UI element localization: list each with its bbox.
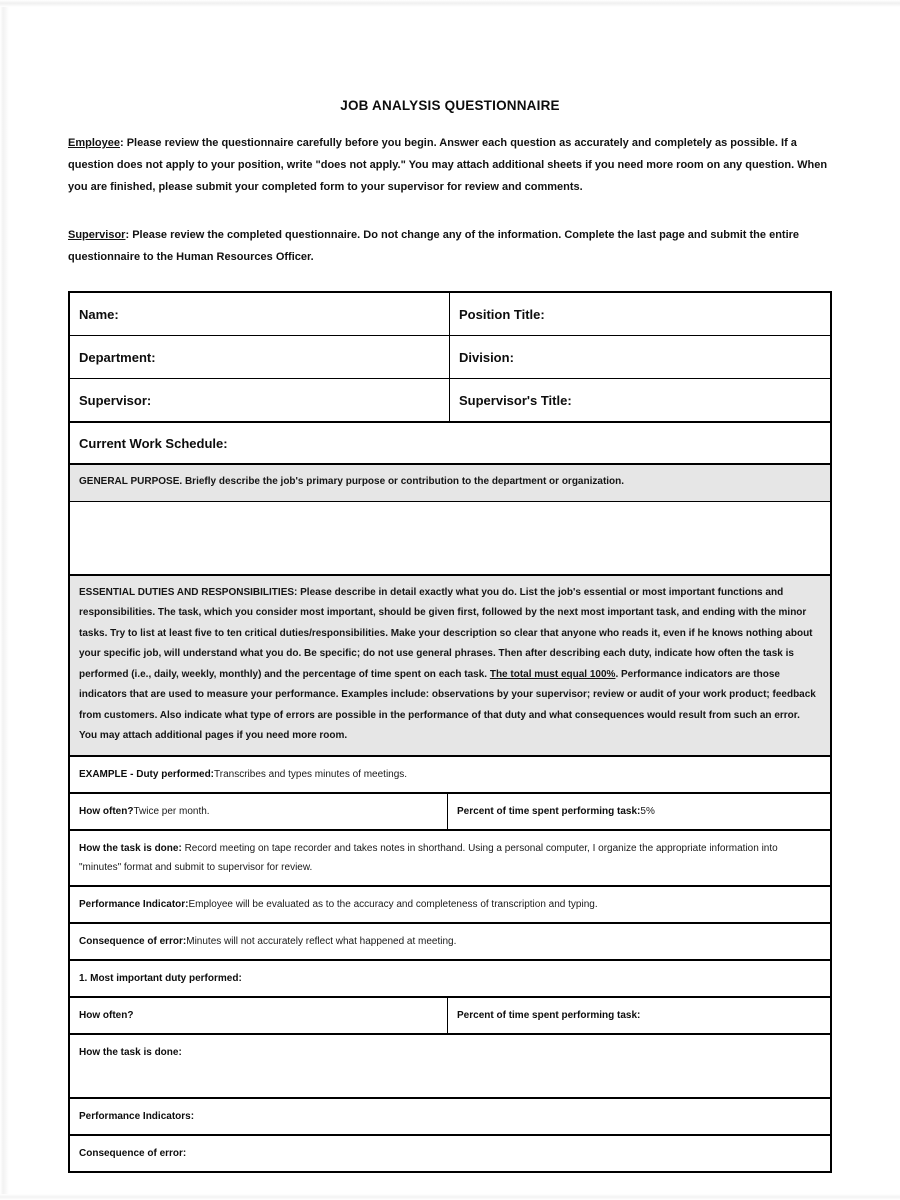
field-current-work-schedule[interactable] [70,423,830,463]
table-row-general-purpose-answer [70,502,830,576]
table-row-department [70,336,830,379]
general-purpose-answer-area[interactable] [70,502,830,574]
field-supervisor[interactable] [70,379,450,421]
field-department-label: Department: [79,349,156,365]
page-title: JOB ANALYSIS QUESTIONNAIRE [340,98,560,113]
essential-duties-paragraph [70,576,830,755]
table-row-duty-one-frequency [70,998,830,1035]
example-duty-performed [70,757,830,792]
general-purpose-heading-label: GENERAL PURPOSE. [79,476,183,487]
table-row-duty-one-how-done [70,1035,830,1099]
example-performance-indicator [70,887,830,922]
table-row-example-frequency [70,794,830,831]
example-consequence-of-error [70,924,830,959]
supervisor-instructions-label: Supervisor [68,229,126,241]
table-row-work-schedule [70,423,830,465]
example-how-often-value: Twice per month. [133,805,210,817]
table-row-supervisor [70,379,830,423]
duty-one-how-often-label: How often? [79,1009,134,1021]
duty-one-title[interactable] [70,961,830,996]
duty-one-how-often[interactable] [70,998,448,1033]
example-performance-indicator-label: Performance Indicator: [79,898,189,910]
general-purpose-heading [70,465,830,501]
table-row-example-how-done [70,831,830,887]
employee-instructions [68,132,832,198]
table-row-duty-one-title [70,961,830,998]
example-how-task-is-done-label: How the task is done: [79,842,182,854]
table-row-example-consequence [70,924,830,961]
duty-one-how-task-is-done-label: How the task is done: [79,1046,182,1058]
table-row-example-duty [70,757,830,794]
field-supervisor-label: Supervisor: [79,392,152,408]
example-percent-of-time [448,794,830,829]
field-department[interactable] [70,336,450,378]
field-name-label: Name: [79,306,119,322]
example-duty-performed-value: Transcribes and types minutes of meetings. [214,768,408,780]
duty-one-performance-indicators-label: Performance Indicators: [79,1110,195,1122]
example-consequence-of-error-label: Consequence of error: [79,935,187,947]
field-division-label: Division: [459,349,514,365]
page-edge-bottom [0,1194,900,1200]
field-position-title-label: Position Title: [459,306,545,322]
example-percent-of-time-value: 5% [640,805,655,817]
duty-one-percent-of-time-label: Percent of time spent performing task: [457,1009,641,1021]
page-edge-left [0,0,9,1200]
table-row-example-performance-indicator [70,887,830,924]
field-current-work-schedule-label: Current Work Schedule: [79,435,228,451]
field-division[interactable] [450,336,830,378]
field-supervisors-title-label: Supervisor's Title: [459,392,572,408]
duty-one-percent-of-time[interactable] [448,998,830,1033]
field-name[interactable] [70,293,450,335]
example-duty-performed-label: EXAMPLE - Duty performed: [79,768,215,780]
table-row-general-purpose-heading [70,465,830,502]
essential-duties-emphasis: The total must equal 100% [489,668,616,680]
duty-one-how-task-is-done[interactable] [70,1035,830,1097]
table-row-name [70,293,830,336]
essential-duties-text-part2: . Performance indicators are those indicators that are used to measure your performance. Examples include: observations by your supervisor; review or audit of your work product; feedback from customers. Also indicate what type of errors are possible in the performance of that duty and what consequences would result from such an error. You may attach additional pages if you need more room. [79,668,816,741]
table-row-duty-one-performance-indicators [70,1099,830,1136]
example-performance-indicator-value: Employee will be evaluated as to the accuracy and completeness of transcription and typing. [188,898,598,910]
essential-duties-heading: ESSENTIAL DUTIES AND RESPONSIBILITIES: [79,586,298,598]
example-how-task-is-done [70,831,830,885]
supervisor-instructions-text: : Please review the completed questionnaire. Do not change any of the information. Complete the last page and submit the entire questionnaire to the Human Resources Officer. [68,229,800,263]
table-row-duty-one-consequence [70,1136,830,1171]
field-position-title[interactable] [450,293,830,335]
employee-instructions-label: Employee [68,137,120,149]
example-consequence-of-error-value: Minutes will not accurately reflect what happened at meeting. [186,935,457,947]
duty-one-consequence-of-error[interactable] [70,1136,830,1171]
example-how-often-label: How often? [79,805,134,817]
duty-one-title-label: 1. Most important duty performed: [79,972,242,984]
duty-one-consequence-of-error-label: Consequence of error: [79,1147,187,1159]
duty-one-performance-indicators[interactable] [70,1099,830,1134]
job-analysis-form-table [68,291,832,1173]
employee-instructions-text: : Please review the questionnaire carefully before you begin. Answer each question as accurately and completely as possible. If a question does not apply to your position, write "does not apply." You may attach additional sheets if you need more room on any question. When you are finished, please submit your completed form to your supervisor for review and comments. [68,137,828,193]
field-supervisors-title[interactable] [450,379,830,421]
general-purpose-heading-text: Briefly describe the job's primary purpose or contribution to the department or organization. [182,476,625,487]
example-how-task-is-done-value: Record meeting on tape recorder and takes notes in shorthand. Using a personal computer, I organize the appropriate information into "minutes" format and submit to supervisor for review. [79,842,778,873]
essential-duties-text-part1: Please describe in detail exactly what you do. List the job's essential or most important functions and responsibilities. The task, which you consider most important, should be given first, followed by the next most important task, and ending with the minor tasks. Try to list at least five to ten critical duties/responsibilities. Make your description so clear that anyone who reads it, even if he knows nothing about your specific job, will understand what you do. Be specific; do not use general phrases. Then after describing each duty, indicate how often the task is performed (i.e., daily, weekly, monthly) and the percentage of time spent on each task. [79,586,813,680]
example-percent-of-time-label: Percent of time spent performing task: [457,805,641,817]
supervisor-instructions [68,224,832,268]
table-row-essential-duties [70,576,830,757]
example-how-often [70,794,448,829]
document-content [68,0,832,1173]
